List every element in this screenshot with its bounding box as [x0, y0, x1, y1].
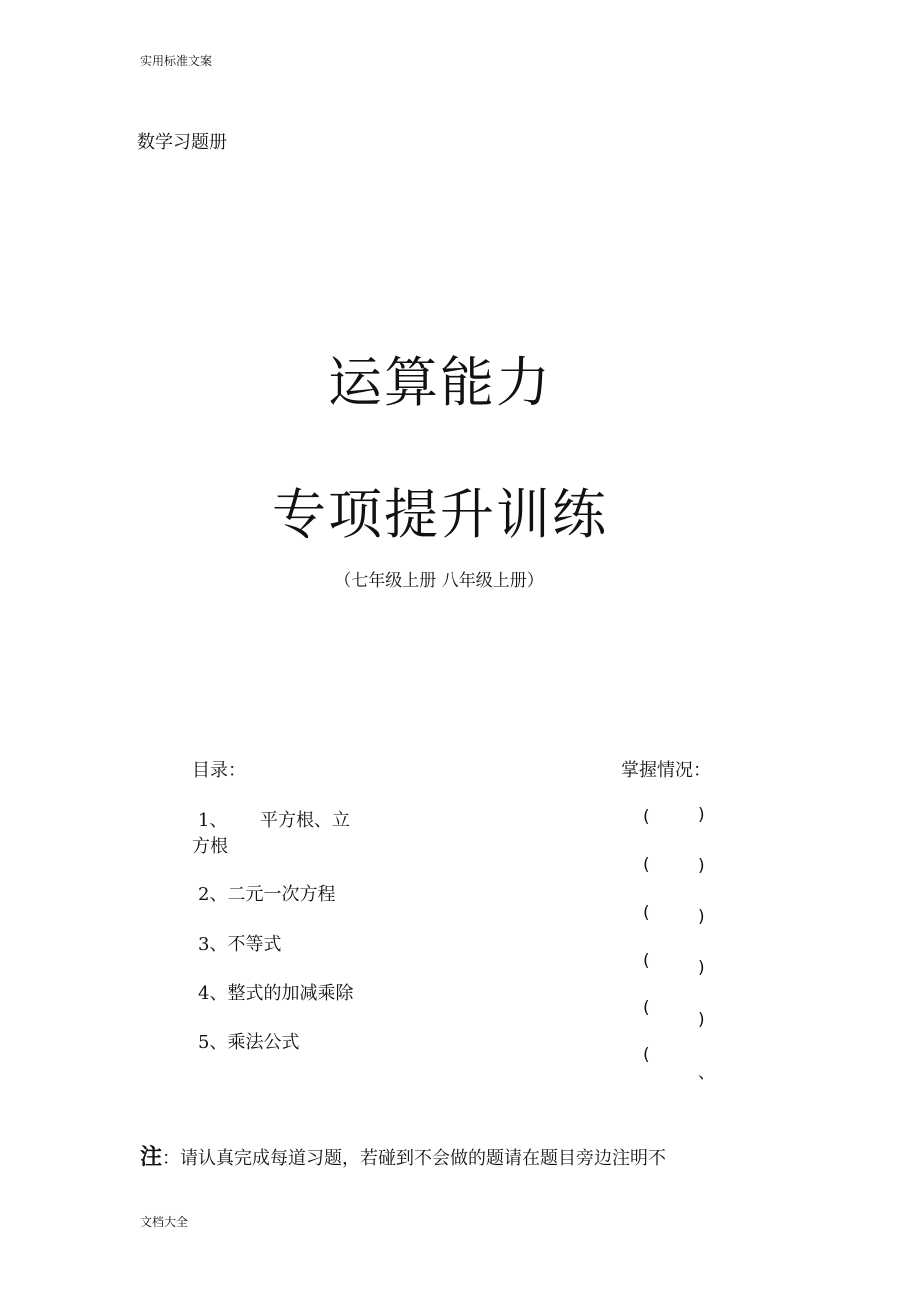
toc-item-3: 3、不等式 — [198, 934, 282, 955]
mastery-open-paren: ( — [643, 807, 650, 827]
toc-item-2: 2、二元一次方程 — [198, 884, 336, 905]
mastery-label: 掌握情况： — [621, 760, 711, 781]
note-text — [140, 1140, 666, 1171]
mastery-close-paren: ) — [698, 805, 705, 825]
mastery-open-paren: ( — [643, 998, 650, 1018]
toc-label: 目录： — [192, 760, 246, 781]
mastery-close-paren: ) — [698, 958, 705, 978]
subject-label: 数学习题册 — [137, 132, 227, 153]
mastery-open-paren: ( — [643, 1045, 650, 1065]
mastery-close-paren: ) — [698, 856, 705, 876]
page-footer: 文档大全 — [140, 1215, 189, 1229]
mastery-close-paren: 、 — [698, 1063, 715, 1083]
toc-item-4: 4、整式的加减乘除 — [198, 983, 354, 1004]
toc-item-1-number: 1、 — [198, 810, 228, 831]
mastery-open-paren: ( — [643, 903, 650, 923]
mastery-close-paren: ) — [698, 1010, 705, 1030]
title-line-2: 专项提升训练 — [272, 483, 608, 546]
mastery-open-paren: ( — [643, 951, 650, 971]
mastery-close-paren: ) — [698, 907, 705, 927]
mastery-open-paren: ( — [643, 855, 650, 875]
grade-scope: （七年级上册 八年级上册） — [334, 571, 544, 591]
note-heading: 注 — [140, 1144, 163, 1170]
note-body: ：请认真完成每道习题，若碰到不会做的题请在题目旁边注明不 — [162, 1148, 667, 1169]
toc-item-5: 5、乘法公式 — [198, 1032, 300, 1053]
page-header: 实用标准文案 — [140, 54, 213, 68]
toc-item-1-text-continued: 方根 — [192, 836, 228, 857]
title-line-1: 运算能力 — [328, 351, 552, 414]
toc-item-1-text: 平方根、立 — [260, 810, 350, 831]
